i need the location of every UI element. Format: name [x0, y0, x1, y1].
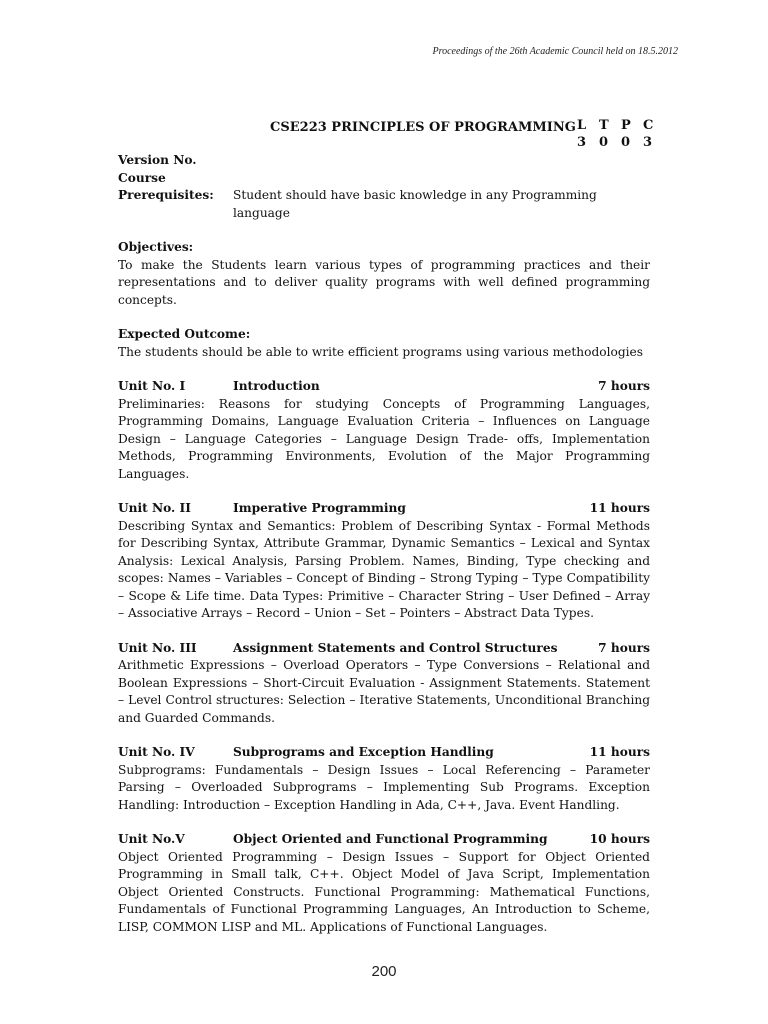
ltpc-label-c: C: [643, 118, 654, 133]
unit-title: Introduction: [233, 379, 320, 393]
unit-body: Object Oriented Programming – Design Issues – Support for Object Oriented Programming in Small talk, C++. Object Model of Java Script, Implementation Object Oriented Constructs. Functional Programming: Mathematical Functions, Fundamentals of Functional Programming Languages, An Introduction to Scheme, LISP, COMMON LISP and ML. Applications of Functional Languages.: [118, 849, 650, 934]
unit-title: Object Oriented and Functional Programming: [233, 832, 548, 846]
ltpc-value-t: 0: [599, 135, 609, 150]
unit-title: Imperative Programming: [233, 501, 406, 515]
ltpc-table: [577, 118, 665, 150]
expected-outcome-heading: Expected Outcome:: [118, 327, 251, 341]
unit-number: Unit No. III: [118, 640, 197, 655]
unit-header: [118, 744, 650, 762]
prerequisites-value: Student should have basic knowledge in any Programming language: [233, 188, 597, 220]
page-number: 200: [371, 963, 397, 980]
ltpc-value-c: 3: [643, 135, 653, 150]
syllabus-content: [118, 152, 650, 936]
ltpc-label-l: L: [577, 118, 587, 133]
unit-header: [118, 378, 650, 396]
unit-header: [118, 831, 650, 849]
unit-title: Subprograms and Exception Handling: [233, 745, 494, 759]
unit-number: Unit No. II: [118, 501, 191, 515]
unit-number: Unit No. I: [118, 379, 186, 393]
unit-header: [118, 500, 650, 518]
unit-2: [118, 500, 650, 623]
unit-3: [118, 640, 650, 728]
version-label: Version No.: [118, 153, 197, 167]
unit-hours: 7 hours: [598, 379, 650, 393]
header-note: Proceedings of the 26th Academic Council held on 18.5.2012: [432, 46, 678, 57]
unit-hours: 7 hours: [598, 640, 650, 655]
unit-title: Assignment Statements and Control Structures: [233, 640, 558, 655]
objectives-heading: Objectives:: [118, 240, 194, 254]
unit-number: Unit No.V: [118, 832, 185, 846]
ltpc-label-p: P: [621, 118, 631, 133]
prerequisites-label: Prerequisites:: [118, 188, 214, 202]
expected-outcome-text: The students should be able to write efficient programs using various methodologies: [118, 344, 643, 359]
unit-number: Unit No. IV: [118, 745, 195, 759]
unit-1: [118, 378, 650, 483]
unit-body: Subprograms: Fundamentals – Design Issues – Local Referencing – Parameter Parsing – Overloaded Subprograms – Implementing Sub Programs. Exception Handling: Introduction – Exception Handling in Ada, C++, Java. Event Handling.: [118, 762, 650, 812]
unit-body: Arithmetic Expressions – Overload Operators – Type Conversions – Relational and Boolean Expressions – Short-Circuit Evaluation - Assignment Statements. Statement – Level Control structures: Selection – Iterative Statements, Unconditional Branching and Guarded Commands.: [118, 658, 650, 725]
unit-hours: 11 hours: [589, 745, 650, 759]
ltpc-value-p: 0: [621, 135, 631, 150]
unit-4: [118, 744, 650, 814]
unit-hours: 11 hours: [589, 501, 650, 515]
course-label: Course: [118, 170, 166, 185]
unit-header: [118, 640, 650, 658]
unit-body: Describing Syntax and Semantics: Problem of Describing Syntax - Formal Methods for Describing Syntax, Attribute Grammar, Dynamic Semantics – Lexical and Syntax Analysis: Lexical Analysis, Parsing Problem. Names, Binding, Type checking and scopes: Names – Variables – Concept of Binding – Strong Typing – Type Compatibility – Scope & Life time. Data Types: Primitive – Character String – User Defined – Array – Associative Arrays – Record – Union – Set – Pointers – Abstract Data Types.: [118, 518, 650, 620]
unit-hours: 10 hours: [589, 832, 650, 846]
course-title: CSE223 PRINCIPLES OF PROGRAMMING: [270, 120, 576, 135]
objectives-text: To make the Students learn various types of programming practices and their representations and to deliver quality programs with well defined programming concepts.: [118, 257, 650, 307]
unit-5: [118, 831, 650, 936]
unit-body: Preliminaries: Reasons for studying Concepts of Programming Languages, Programming Domains, Language Evaluation Criteria – Influences on Language Design – Language Categories – Language Design Trade- offs, Implementation Methods, Programming Environments, Evolution of the Major Programming Languages.: [118, 396, 650, 481]
prerequisites-row: [118, 187, 650, 222]
ltpc-value-l: 3: [577, 135, 587, 150]
ltpc-label-t: T: [599, 118, 609, 133]
